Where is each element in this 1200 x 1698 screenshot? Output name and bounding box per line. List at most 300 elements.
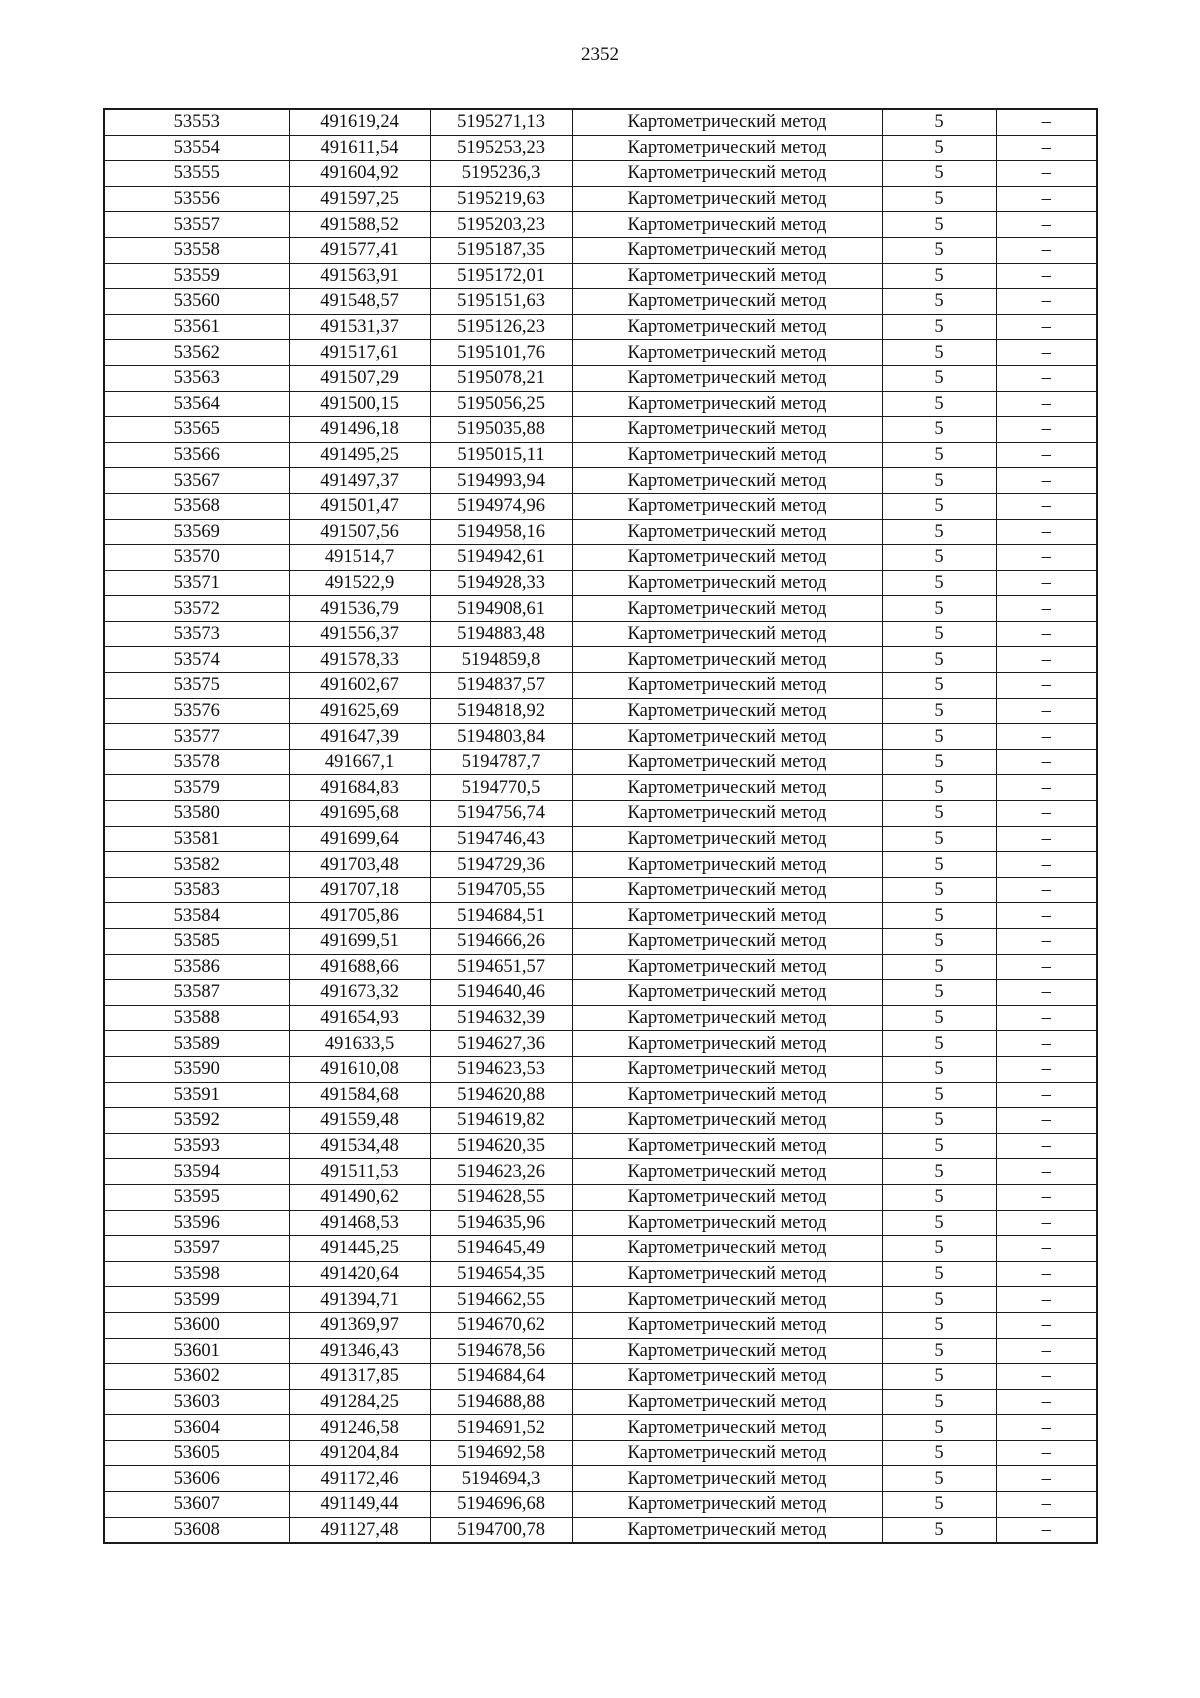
point-number-cell: 53557: [104, 212, 289, 238]
table-row: [104, 929, 1097, 955]
method-cell: Картометрический метод: [572, 1389, 882, 1415]
y-coordinate-cell: 5195203,23: [430, 212, 572, 238]
point-number-cell: 53581: [104, 826, 289, 852]
x-coordinate-cell: 491588,52: [289, 212, 430, 238]
point-number-cell: 53591: [104, 1082, 289, 1108]
point-number-cell: 53603: [104, 1389, 289, 1415]
point-number-cell: 53556: [104, 186, 289, 212]
point-number-cell: 53582: [104, 852, 289, 878]
table-row: [104, 109, 1097, 135]
table-row: [104, 1159, 1097, 1185]
x-coordinate-cell: 491695,68: [289, 801, 430, 827]
accuracy-cell: 5: [882, 903, 996, 929]
accuracy-cell: 5: [882, 852, 996, 878]
note-cell: –: [996, 1466, 1097, 1492]
accuracy-cell: 5: [882, 1031, 996, 1057]
method-cell: Картометрический метод: [572, 519, 882, 545]
y-coordinate-cell: 5194640,46: [430, 980, 572, 1006]
table-row: [104, 1031, 1097, 1057]
accuracy-cell: 5: [882, 263, 996, 289]
note-cell: –: [996, 1031, 1097, 1057]
x-coordinate-cell: 491497,37: [289, 468, 430, 494]
table-row: [104, 237, 1097, 263]
note-cell: –: [996, 647, 1097, 673]
point-number-cell: 53567: [104, 468, 289, 494]
table-row: [104, 1056, 1097, 1082]
point-number-cell: 53563: [104, 365, 289, 391]
note-cell: –: [996, 1056, 1097, 1082]
point-number-cell: 53590: [104, 1056, 289, 1082]
method-cell: Картометрический метод: [572, 1466, 882, 1492]
accuracy-cell: 5: [882, 493, 996, 519]
point-number-cell: 53565: [104, 417, 289, 443]
y-coordinate-cell: 5195035,88: [430, 417, 572, 443]
table-row: [104, 749, 1097, 775]
table-row: [104, 493, 1097, 519]
accuracy-cell: 5: [882, 1184, 996, 1210]
method-cell: Картометрический метод: [572, 161, 882, 187]
method-cell: Картометрический метод: [572, 289, 882, 315]
accuracy-cell: 5: [882, 775, 996, 801]
x-coordinate-cell: 491633,5: [289, 1031, 430, 1057]
point-number-cell: 53589: [104, 1031, 289, 1057]
y-coordinate-cell: 5194654,35: [430, 1261, 572, 1287]
accuracy-cell: 5: [882, 1236, 996, 1262]
accuracy-cell: 5: [882, 1108, 996, 1134]
y-coordinate-cell: 5194662,55: [430, 1287, 572, 1313]
table-row: [104, 1415, 1097, 1441]
accuracy-cell: 5: [882, 365, 996, 391]
point-number-cell: 53572: [104, 596, 289, 622]
y-coordinate-cell: 5194684,64: [430, 1364, 572, 1390]
note-cell: –: [996, 263, 1097, 289]
table-row: [104, 647, 1097, 673]
x-coordinate-cell: 491284,25: [289, 1389, 430, 1415]
note-cell: –: [996, 1312, 1097, 1338]
method-cell: Картометрический метод: [572, 340, 882, 366]
note-cell: –: [996, 570, 1097, 596]
point-number-cell: 53602: [104, 1364, 289, 1390]
y-coordinate-cell: 5195271,13: [430, 109, 572, 135]
table-row: [104, 1440, 1097, 1466]
y-coordinate-cell: 5194974,96: [430, 493, 572, 519]
y-coordinate-cell: 5194619,82: [430, 1108, 572, 1134]
note-cell: –: [996, 1517, 1097, 1543]
note-cell: –: [996, 1492, 1097, 1518]
point-number-cell: 53605: [104, 1440, 289, 1466]
method-cell: Картометрический метод: [572, 1440, 882, 1466]
accuracy-cell: 5: [882, 1082, 996, 1108]
point-number-cell: 53593: [104, 1133, 289, 1159]
method-cell: Картометрический метод: [572, 1210, 882, 1236]
accuracy-cell: 5: [882, 1159, 996, 1185]
x-coordinate-cell: 491548,57: [289, 289, 430, 315]
accuracy-cell: 5: [882, 1338, 996, 1364]
accuracy-cell: 5: [882, 1210, 996, 1236]
note-cell: –: [996, 749, 1097, 775]
table-row: [104, 468, 1097, 494]
note-cell: –: [996, 417, 1097, 443]
note-cell: –: [996, 545, 1097, 571]
table-row: [104, 391, 1097, 417]
accuracy-cell: 5: [882, 340, 996, 366]
x-coordinate-cell: 491647,39: [289, 724, 430, 750]
point-number-cell: 53584: [104, 903, 289, 929]
note-cell: –: [996, 1005, 1097, 1031]
x-coordinate-cell: 491149,44: [289, 1492, 430, 1518]
accuracy-cell: 5: [882, 801, 996, 827]
note-cell: –: [996, 1287, 1097, 1313]
note-cell: –: [996, 980, 1097, 1006]
note-cell: –: [996, 1389, 1097, 1415]
method-cell: Картометрический метод: [572, 596, 882, 622]
accuracy-cell: 5: [882, 442, 996, 468]
table-row: [104, 724, 1097, 750]
table-row: [104, 314, 1097, 340]
accuracy-cell: 5: [882, 289, 996, 315]
x-coordinate-cell: 491578,33: [289, 647, 430, 673]
note-cell: –: [996, 954, 1097, 980]
accuracy-cell: 5: [882, 1389, 996, 1415]
x-coordinate-cell: 491501,47: [289, 493, 430, 519]
note-cell: –: [996, 1415, 1097, 1441]
x-coordinate-cell: 491699,64: [289, 826, 430, 852]
table-row: [104, 1466, 1097, 1492]
table-row: [104, 417, 1097, 443]
y-coordinate-cell: 5194691,52: [430, 1415, 572, 1441]
point-number-cell: 53594: [104, 1159, 289, 1185]
table-row: [104, 161, 1097, 187]
accuracy-cell: 5: [882, 1415, 996, 1441]
note-cell: –: [996, 1184, 1097, 1210]
accuracy-cell: 5: [882, 596, 996, 622]
point-number-cell: 53560: [104, 289, 289, 315]
method-cell: Картометрический метод: [572, 1031, 882, 1057]
x-coordinate-cell: 491346,43: [289, 1338, 430, 1364]
point-number-cell: 53580: [104, 801, 289, 827]
note-cell: –: [996, 391, 1097, 417]
method-cell: Картометрический метод: [572, 1492, 882, 1518]
table-row: [104, 289, 1097, 315]
method-cell: Картометрический метод: [572, 1517, 882, 1543]
table-row: [104, 1338, 1097, 1364]
accuracy-cell: 5: [882, 161, 996, 187]
point-number-cell: 53554: [104, 135, 289, 161]
y-coordinate-cell: 5194818,92: [430, 698, 572, 724]
x-coordinate-cell: 491500,15: [289, 391, 430, 417]
x-coordinate-cell: 491604,92: [289, 161, 430, 187]
table-row: [104, 442, 1097, 468]
method-cell: Картометрический метод: [572, 929, 882, 955]
method-cell: Картометрический метод: [572, 1005, 882, 1031]
point-number-cell: 53600: [104, 1312, 289, 1338]
x-coordinate-cell: 491556,37: [289, 621, 430, 647]
table-row: [104, 1108, 1097, 1134]
x-coordinate-cell: 491495,25: [289, 442, 430, 468]
accuracy-cell: 5: [882, 519, 996, 545]
table-row: [104, 519, 1097, 545]
x-coordinate-cell: 491172,46: [289, 1466, 430, 1492]
method-cell: Картометрический метод: [572, 1056, 882, 1082]
accuracy-cell: 5: [882, 391, 996, 417]
accuracy-cell: 5: [882, 417, 996, 443]
method-cell: Картометрический метод: [572, 1159, 882, 1185]
x-coordinate-cell: 491559,48: [289, 1108, 430, 1134]
y-coordinate-cell: 5195219,63: [430, 186, 572, 212]
point-number-cell: 53575: [104, 673, 289, 699]
table-row: [104, 673, 1097, 699]
point-number-cell: 53558: [104, 237, 289, 263]
method-cell: Картометрический метод: [572, 954, 882, 980]
y-coordinate-cell: 5195056,25: [430, 391, 572, 417]
x-coordinate-cell: 491625,69: [289, 698, 430, 724]
y-coordinate-cell: 5194694,3: [430, 1466, 572, 1492]
accuracy-cell: 5: [882, 1312, 996, 1338]
method-cell: Картометрический метод: [572, 647, 882, 673]
point-number-cell: 53573: [104, 621, 289, 647]
note-cell: –: [996, 826, 1097, 852]
y-coordinate-cell: 5194908,61: [430, 596, 572, 622]
x-coordinate-cell: 491490,62: [289, 1184, 430, 1210]
x-coordinate-cell: 491684,83: [289, 775, 430, 801]
accuracy-cell: 5: [882, 1133, 996, 1159]
table-row: [104, 826, 1097, 852]
x-coordinate-cell: 491514,7: [289, 545, 430, 571]
x-coordinate-cell: 491707,18: [289, 877, 430, 903]
y-coordinate-cell: 5194692,58: [430, 1440, 572, 1466]
y-coordinate-cell: 5194993,94: [430, 468, 572, 494]
table-row: [104, 1261, 1097, 1287]
accuracy-cell: 5: [882, 826, 996, 852]
accuracy-cell: 5: [882, 186, 996, 212]
point-number-cell: 53598: [104, 1261, 289, 1287]
note-cell: –: [996, 109, 1097, 135]
x-coordinate-cell: 491496,18: [289, 417, 430, 443]
method-cell: Картометрический метод: [572, 621, 882, 647]
x-coordinate-cell: 491610,08: [289, 1056, 430, 1082]
table-row: [104, 903, 1097, 929]
table-row: [104, 570, 1097, 596]
y-coordinate-cell: 5194705,55: [430, 877, 572, 903]
y-coordinate-cell: 5194620,35: [430, 1133, 572, 1159]
table-row: [104, 1364, 1097, 1390]
table-row: [104, 980, 1097, 1006]
y-coordinate-cell: 5195078,21: [430, 365, 572, 391]
x-coordinate-cell: 491667,1: [289, 749, 430, 775]
point-number-cell: 53604: [104, 1415, 289, 1441]
table-row: [104, 545, 1097, 571]
table-row: [104, 1184, 1097, 1210]
x-coordinate-cell: 491445,25: [289, 1236, 430, 1262]
accuracy-cell: 5: [882, 468, 996, 494]
y-coordinate-cell: 5194859,8: [430, 647, 572, 673]
y-coordinate-cell: 5194696,68: [430, 1492, 572, 1518]
accuracy-cell: 5: [882, 1364, 996, 1390]
x-coordinate-cell: 491246,58: [289, 1415, 430, 1441]
method-cell: Картометрический метод: [572, 903, 882, 929]
note-cell: –: [996, 801, 1097, 827]
coordinates-table-body: [104, 109, 1097, 1543]
x-coordinate-cell: 491611,54: [289, 135, 430, 161]
point-number-cell: 53555: [104, 161, 289, 187]
point-number-cell: 53553: [104, 109, 289, 135]
method-cell: Картометрический метод: [572, 493, 882, 519]
method-cell: Картометрический метод: [572, 673, 882, 699]
note-cell: –: [996, 493, 1097, 519]
table-row: [104, 212, 1097, 238]
method-cell: Картометрический метод: [572, 826, 882, 852]
table-row: [104, 852, 1097, 878]
point-number-cell: 53566: [104, 442, 289, 468]
y-coordinate-cell: 5194928,33: [430, 570, 572, 596]
x-coordinate-cell: 491317,85: [289, 1364, 430, 1390]
note-cell: –: [996, 1159, 1097, 1185]
x-coordinate-cell: 491703,48: [289, 852, 430, 878]
method-cell: Картометрический метод: [572, 1287, 882, 1313]
y-coordinate-cell: 5195253,23: [430, 135, 572, 161]
x-coordinate-cell: 491511,53: [289, 1159, 430, 1185]
point-number-cell: 53571: [104, 570, 289, 596]
point-number-cell: 53562: [104, 340, 289, 366]
method-cell: Картометрический метод: [572, 1338, 882, 1364]
method-cell: Картометрический метод: [572, 852, 882, 878]
y-coordinate-cell: 5194942,61: [430, 545, 572, 571]
accuracy-cell: 5: [882, 954, 996, 980]
table-row: [104, 186, 1097, 212]
x-coordinate-cell: 491619,24: [289, 109, 430, 135]
table-row: [104, 801, 1097, 827]
y-coordinate-cell: 5194688,88: [430, 1389, 572, 1415]
x-coordinate-cell: 491577,41: [289, 237, 430, 263]
table-row: [104, 877, 1097, 903]
point-number-cell: 53599: [104, 1287, 289, 1313]
table-row: [104, 1133, 1097, 1159]
method-cell: Картометрический метод: [572, 186, 882, 212]
y-coordinate-cell: 5194666,26: [430, 929, 572, 955]
point-number-cell: 53601: [104, 1338, 289, 1364]
accuracy-cell: 5: [882, 673, 996, 699]
point-number-cell: 53595: [104, 1184, 289, 1210]
x-coordinate-cell: 491204,84: [289, 1440, 430, 1466]
method-cell: Картометрический метод: [572, 468, 882, 494]
x-coordinate-cell: 491534,48: [289, 1133, 430, 1159]
x-coordinate-cell: 491654,93: [289, 1005, 430, 1031]
method-cell: Картометрический метод: [572, 109, 882, 135]
note-cell: –: [996, 212, 1097, 238]
y-coordinate-cell: 5194670,62: [430, 1312, 572, 1338]
note-cell: –: [996, 1210, 1097, 1236]
accuracy-cell: 5: [882, 314, 996, 340]
x-coordinate-cell: 491688,66: [289, 954, 430, 980]
y-coordinate-cell: 5194729,36: [430, 852, 572, 878]
method-cell: Картометрический метод: [572, 801, 882, 827]
table-row: [104, 775, 1097, 801]
point-number-cell: 53564: [104, 391, 289, 417]
note-cell: –: [996, 698, 1097, 724]
method-cell: Картометрический метод: [572, 212, 882, 238]
point-number-cell: 53578: [104, 749, 289, 775]
method-cell: Картометрический метод: [572, 1364, 882, 1390]
x-coordinate-cell: 491522,9: [289, 570, 430, 596]
y-coordinate-cell: 5194628,55: [430, 1184, 572, 1210]
note-cell: –: [996, 621, 1097, 647]
note-cell: –: [996, 314, 1097, 340]
y-coordinate-cell: 5195101,76: [430, 340, 572, 366]
method-cell: Картометрический метод: [572, 1415, 882, 1441]
x-coordinate-cell: 491602,67: [289, 673, 430, 699]
y-coordinate-cell: 5194678,56: [430, 1338, 572, 1364]
accuracy-cell: 5: [882, 1005, 996, 1031]
accuracy-cell: 5: [882, 1261, 996, 1287]
table-row: [104, 954, 1097, 980]
accuracy-cell: 5: [882, 1056, 996, 1082]
y-coordinate-cell: 5194627,36: [430, 1031, 572, 1057]
point-number-cell: 53588: [104, 1005, 289, 1031]
table-row: [104, 1005, 1097, 1031]
note-cell: –: [996, 775, 1097, 801]
point-number-cell: 53606: [104, 1466, 289, 1492]
method-cell: Картометрический метод: [572, 877, 882, 903]
method-cell: Картометрический метод: [572, 980, 882, 1006]
accuracy-cell: 5: [882, 135, 996, 161]
note-cell: –: [996, 161, 1097, 187]
note-cell: –: [996, 1236, 1097, 1262]
table-row: [104, 340, 1097, 366]
point-number-cell: 53587: [104, 980, 289, 1006]
table-row: [104, 621, 1097, 647]
point-number-cell: 53592: [104, 1108, 289, 1134]
x-coordinate-cell: 491531,37: [289, 314, 430, 340]
y-coordinate-cell: 5194770,5: [430, 775, 572, 801]
method-cell: Картометрический метод: [572, 749, 882, 775]
point-number-cell: 53608: [104, 1517, 289, 1543]
x-coordinate-cell: 491536,79: [289, 596, 430, 622]
accuracy-cell: 5: [882, 1466, 996, 1492]
x-coordinate-cell: 491507,56: [289, 519, 430, 545]
note-cell: –: [996, 1261, 1097, 1287]
accuracy-cell: 5: [882, 621, 996, 647]
x-coordinate-cell: 491507,29: [289, 365, 430, 391]
method-cell: Картометрический метод: [572, 570, 882, 596]
x-coordinate-cell: 491699,51: [289, 929, 430, 955]
note-cell: –: [996, 596, 1097, 622]
note-cell: –: [996, 340, 1097, 366]
method-cell: Картометрический метод: [572, 417, 882, 443]
page-number: 2352: [581, 44, 619, 65]
table-row: [104, 135, 1097, 161]
method-cell: Картометрический метод: [572, 365, 882, 391]
table-row: [104, 1389, 1097, 1415]
accuracy-cell: 5: [882, 724, 996, 750]
accuracy-cell: 5: [882, 749, 996, 775]
point-number-cell: 53585: [104, 929, 289, 955]
y-coordinate-cell: 5195172,01: [430, 263, 572, 289]
y-coordinate-cell: 5194746,43: [430, 826, 572, 852]
table-row: [104, 1210, 1097, 1236]
y-coordinate-cell: 5195126,23: [430, 314, 572, 340]
note-cell: –: [996, 365, 1097, 391]
method-cell: Картометрический метод: [572, 442, 882, 468]
x-coordinate-cell: 491517,61: [289, 340, 430, 366]
table-row: [104, 1312, 1097, 1338]
method-cell: Картометрический метод: [572, 698, 882, 724]
point-number-cell: 53597: [104, 1236, 289, 1262]
x-coordinate-cell: 491584,68: [289, 1082, 430, 1108]
method-cell: Картометрический метод: [572, 1184, 882, 1210]
table-row: [104, 263, 1097, 289]
coordinates-table: [103, 108, 1098, 1544]
method-cell: Картометрический метод: [572, 775, 882, 801]
